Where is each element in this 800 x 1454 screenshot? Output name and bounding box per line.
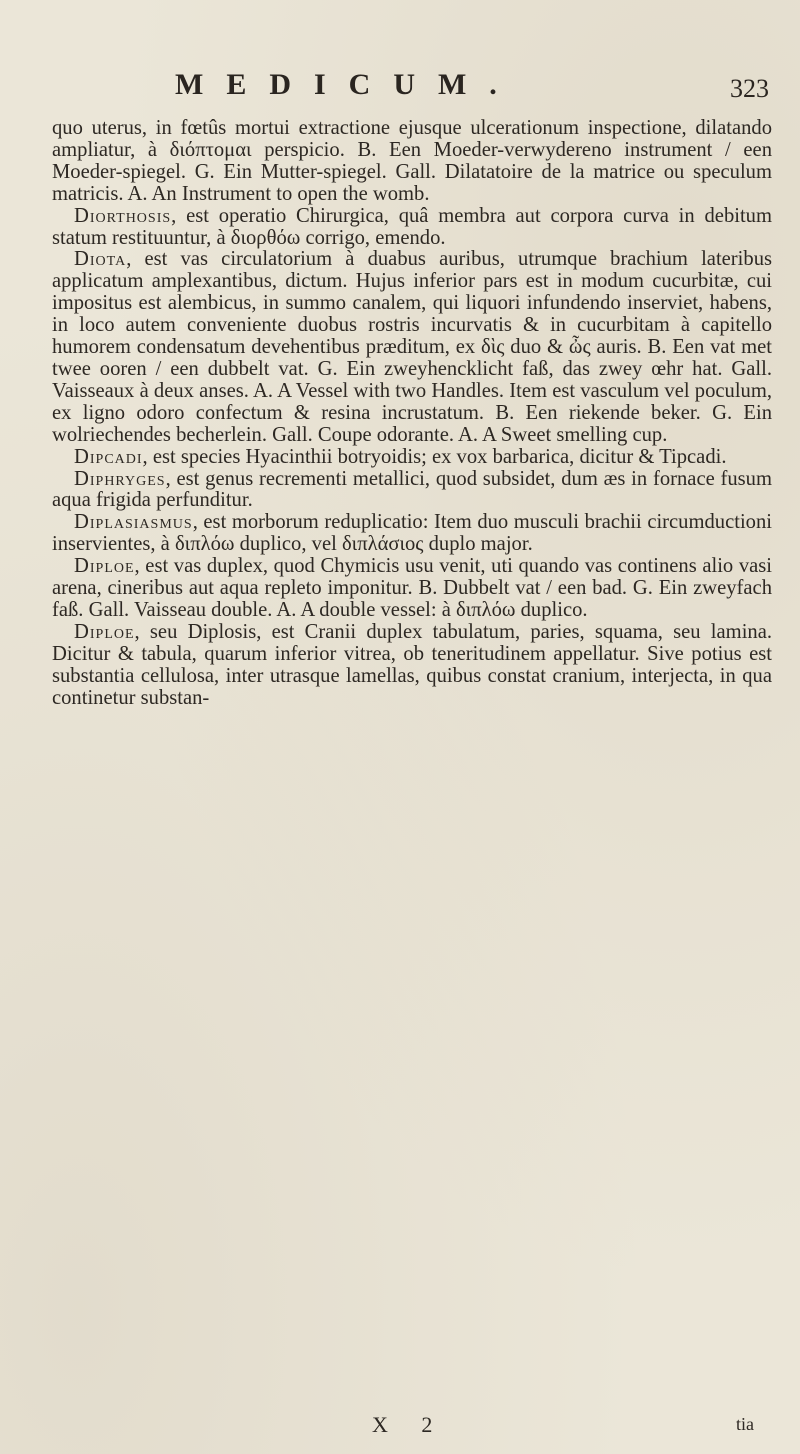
entry-text: , est vas duplex, quod Chymicis usu venit, uti quando vas continens alio vasi arena, cineribus aut aqua repleto imponitur. B. Dubbelt vat / een bad. G. Ein zweyfach faß. Gall. Vaisseau double. A. A double vessel: à διπλόω duplico. bbox=[52, 555, 772, 621]
entry-headword: Diphryges bbox=[74, 467, 166, 490]
entry-headword: Diploe bbox=[74, 620, 135, 643]
entry-diploe-vessel bbox=[52, 556, 772, 622]
entry-diplasiasmus bbox=[52, 512, 772, 556]
entry-headword: Diplasiasmus bbox=[74, 511, 193, 534]
entry-headword: Dipcadi bbox=[74, 445, 143, 468]
entry-text: , est species Hyacinthii botryoidis; ex vox barbarica, dicitur & Tipcadi. bbox=[142, 445, 727, 468]
entry-text: , est genus recrementi metallici, quod subsidet, dum æs in fornace fusum aqua frigida perfunditur. bbox=[52, 467, 772, 512]
entry-text: , est morborum reduplicatio: Item duo musculi brachii circumductioni inservientes, à διπλόω duplico, vel διπλάσιος duplo major. bbox=[52, 511, 772, 556]
entry-text: quo uterus, in fœtûs mortui extractione ejusque ulcerationum inspectione, dilatando ampliatur, à διόπτομαι perspicio. B. Een Moeder-verwydereno instrument / een Moeder-spiegel. G. Ein Mutter-spiegel. Gall. Dilatatoire de la matrice ou speculum matricis. A. An Instrument to open the womb. bbox=[52, 117, 772, 205]
entry-text: , seu Diplosis, est Cranii duplex tabulatum, paries, squama, seu lamina. Dicitur & tabula, quarum inferior vitrea, ob teneritudinem appellatur. Sive potius est substantia cellulosa, inter utrasque lamellas, quibus constat cranium, interjecta, in qua continetur substan- bbox=[52, 620, 772, 709]
entry-headword: Diploe bbox=[74, 555, 135, 578]
entry-diota bbox=[52, 249, 772, 446]
signature-mark: X 2 bbox=[372, 1412, 447, 1437]
entry-dipcadi bbox=[52, 447, 772, 469]
entry-continuation bbox=[52, 118, 772, 206]
page-number: 323 bbox=[730, 74, 769, 103]
page-header bbox=[0, 68, 800, 108]
entry-headword: Diota bbox=[74, 248, 127, 271]
entry-diorthosis bbox=[52, 206, 772, 250]
dictionary-text bbox=[52, 118, 772, 709]
entry-diphryges bbox=[52, 469, 772, 513]
entry-headword: Diorthosis bbox=[74, 204, 172, 227]
entry-text: , est operatio Chirurgica, quâ membra aut corpora curva in debitum statum restituuntur, à διορθόω corrigo, emendo. bbox=[52, 204, 772, 249]
entry-text: , est vas circulatorium à duabus auribus, utrumque brachium lateribus applicatum amplexantibus, dictum. Hujus inferior pars est in modum cucurbitæ, cui impositus est alembicus, in summo canalem, qui liquori infundendo inserviet, habens, in loco autem conveniente duobus rostris incurvatis & in cucurbitam à capitello humorem condensatum devehentibus præditum, ex δὶς duo & ὦς auris. B. Een vat met twee ooren / een dubbelt vat. G. Ein zweyhencklicht faß, das zwey œhr hat. Gall. Vaisseaux à deux anses. A. A Vessel with two Handles. Item est vasculum vel poculum, ex ligno odoro confectum & resina incrustatum. B. Een riekende beker. G. Ein wolriechendes becherlein. Gall. Coupe odorante. A. A Sweet smelling cup. bbox=[52, 248, 772, 446]
running-title: MEDICUM. bbox=[175, 68, 520, 101]
entry-diploe-cranium bbox=[52, 622, 772, 710]
catchword: tia bbox=[736, 1414, 754, 1434]
